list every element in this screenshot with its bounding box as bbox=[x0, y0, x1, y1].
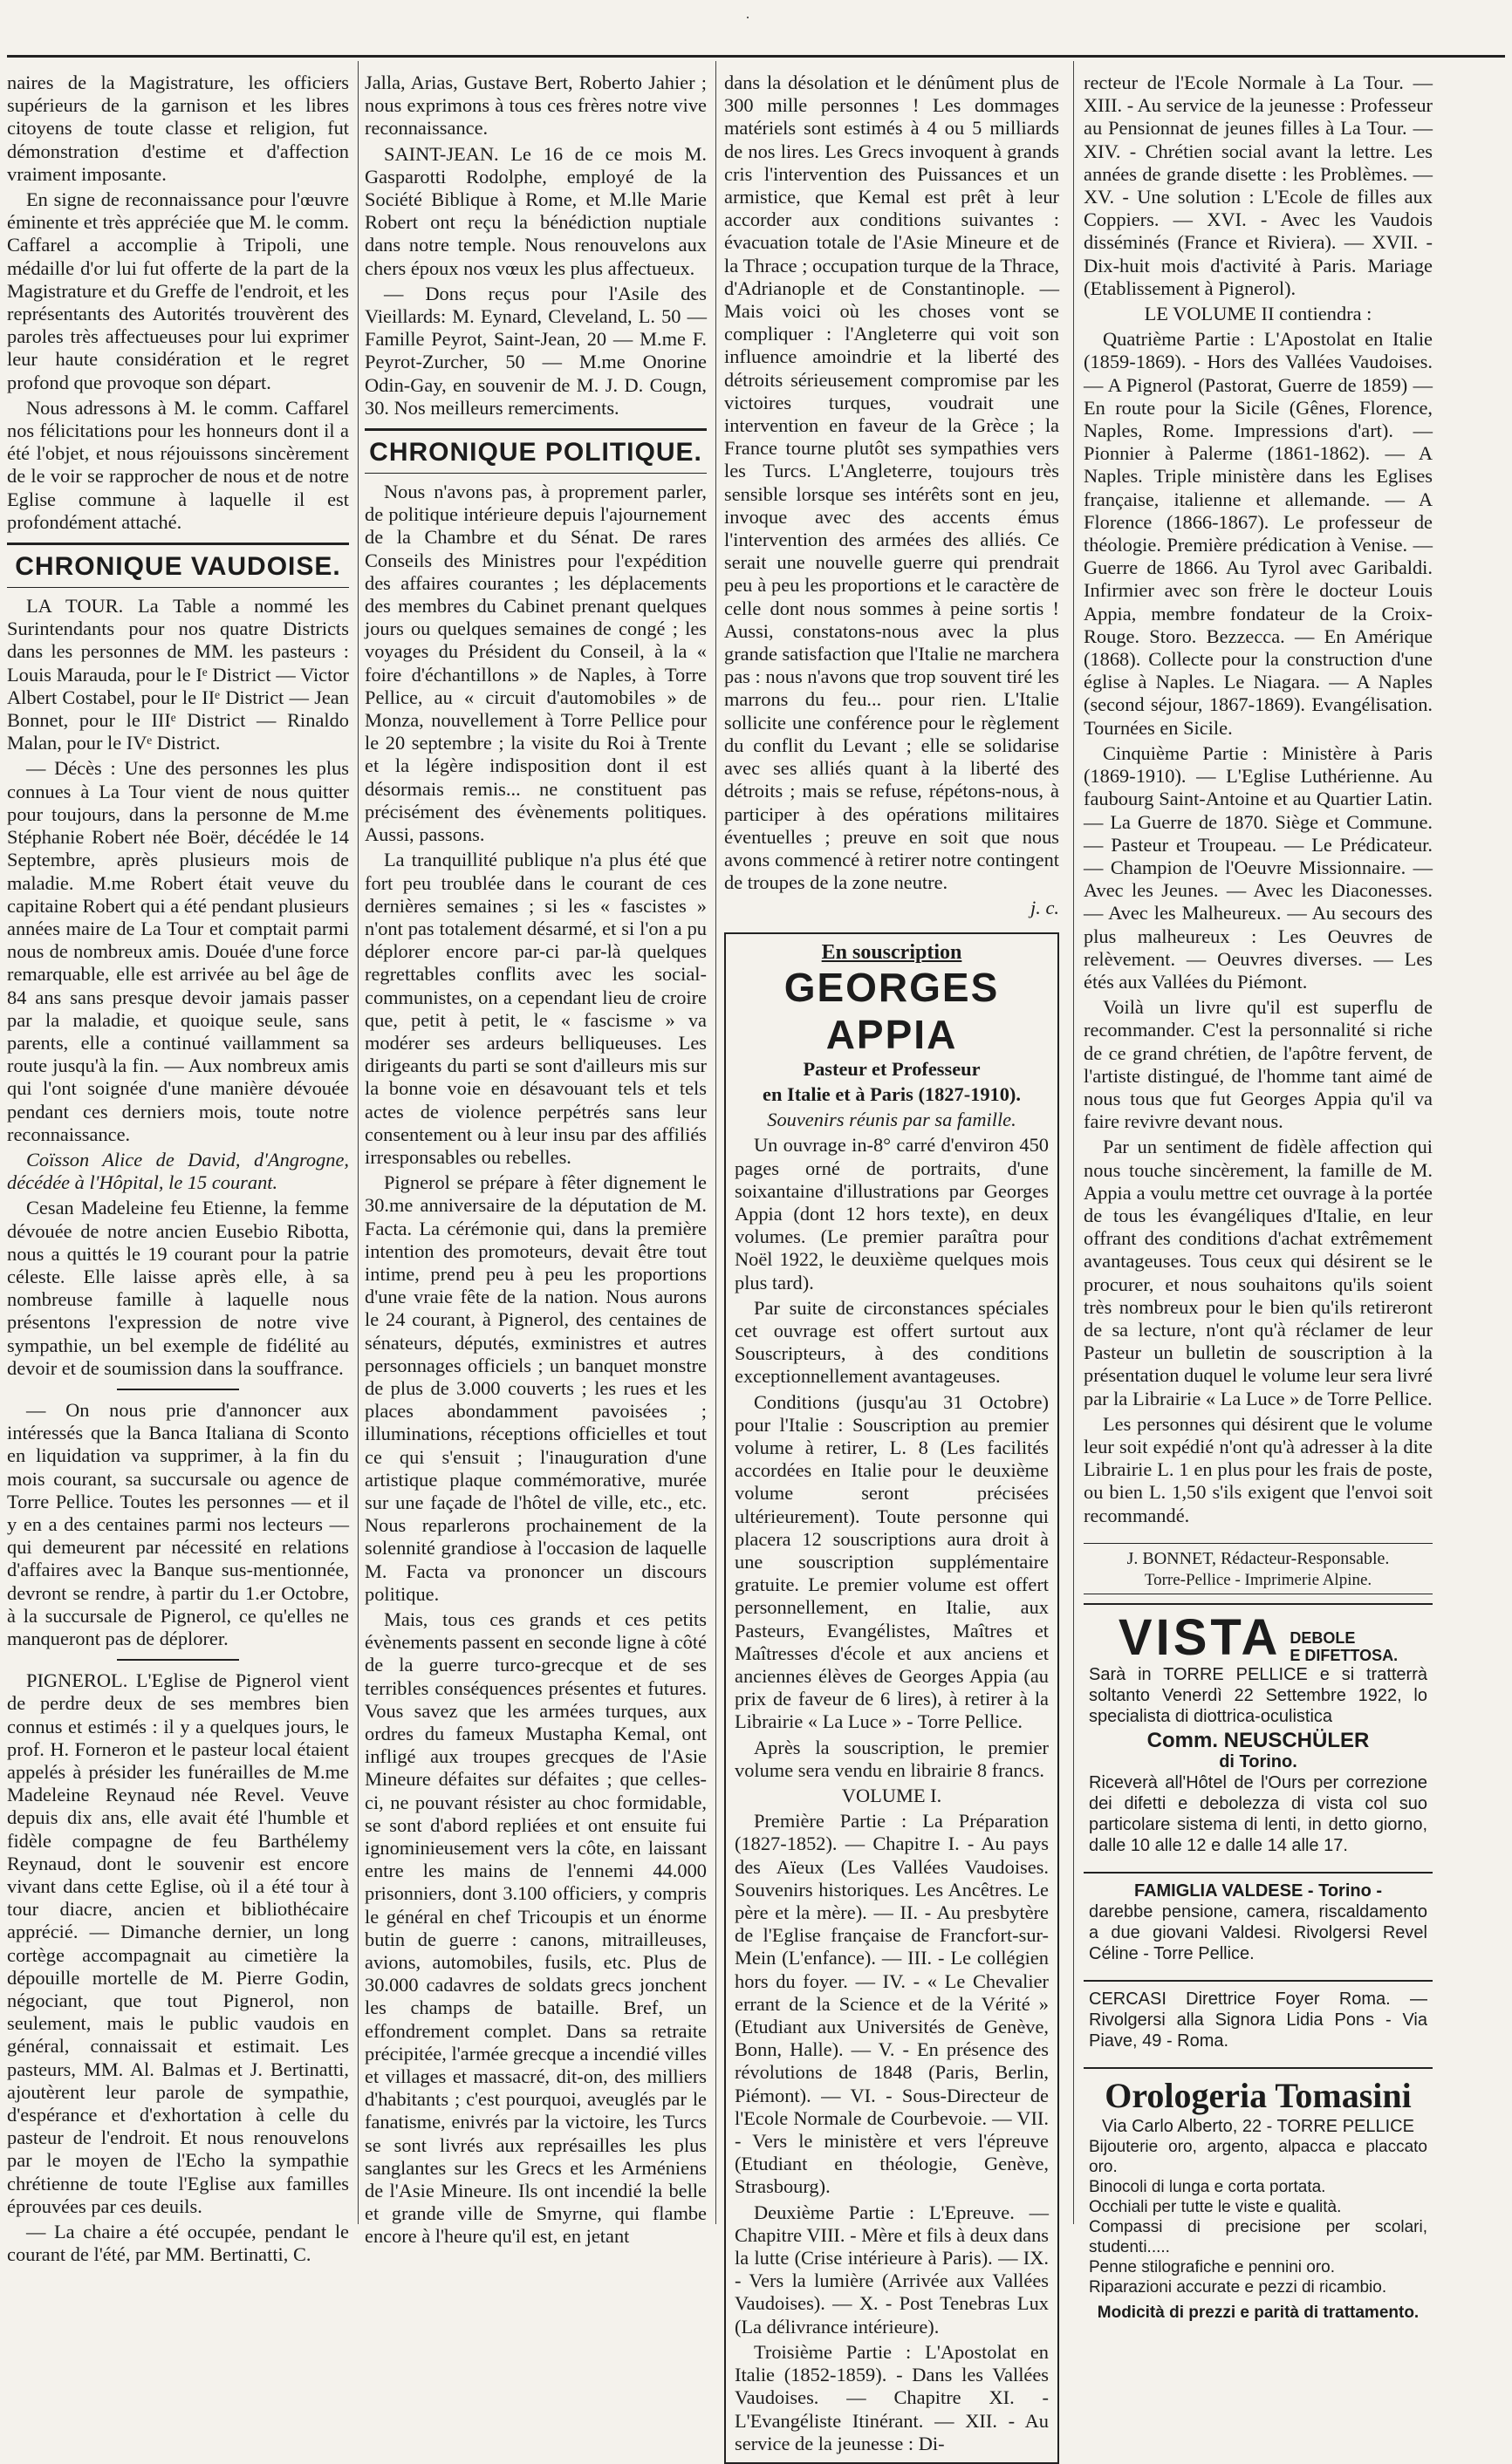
vista-text: Sarà in TORRE PELLICE e si tratterrà soltanto Venerdì 22 Settembre 1922, lo specialista di diottrica-oculistica bbox=[1089, 1665, 1427, 1726]
column-rule bbox=[715, 61, 716, 2224]
separator bbox=[117, 1389, 239, 1390]
paragraph: Coïsson Alice de David, d'Angrogne, décédée à l'Hôpital, le 15 courant. bbox=[7, 1148, 349, 1194]
page-folio: . bbox=[746, 7, 749, 22]
volume-heading: VOLUME I. bbox=[841, 1785, 942, 1807]
paragraph: — Dons reçus pour l'Asile des Vieillards: M. Eynard, Cleveland, L. 50 — Famille Peyrot, Saint-Jean, 20 — M.me F. Peyrot-Zurcher, 50 — M.me Onorine Odin-Gay, en souvenir de M. J. D. Cougn, 30. Nos meilleurs remerciments. bbox=[365, 282, 707, 419]
paragraph: Pignerol se prépare à fêter dignement le 30.me anniversaire de la députation de M. Facta. La cérémonie qui, dans la première intention des promoteurs, devait être tout intime, prend peu à peu les proportions d'une vraie fête de la nation. Nous aurons le 24 courant, à Pignerol, des centaines de sénateurs, députés, exministres et autres personnages officiels ; un banquet monstre de plus de 3.000 couverts ; les rues et les places abondamment pavoisées ; illuminations, réceptions officielles et tout ce qui s'ensuit ; l'inauguration d'une artistique plaque commémorative, murée sur une façade de l'hôtel de ville, etc., etc. Nous reparlerons prochainement de la solennité grandiose à l'occasion de laquelle M. Facta va prononcer un discours politique. bbox=[365, 1171, 707, 1605]
paragraph: En signe de reconnaissance pour l'œuvre éminente et très appréciée que M. le comm. Caffarel a accomplie à Tripoli, une médaille d'or lui fut offerte de la part de la Magistrature et du Greffe de l'endroit, et les représentants des Autorités trouvèrent des paroles très affectueuses pour lui exprimer leur haute considération et le regret profond que provoque son départ. bbox=[7, 188, 349, 393]
cercasi-text: CERCASI Direttrice Foyer Roma. — Rivolgersi alla Signora Lidia Pons - Via Piave, 49 - Roma. bbox=[1089, 1990, 1427, 2051]
famiglia-ad bbox=[1084, 1872, 1433, 1971]
paragraph: Par un sentiment de fidèle affection qui nous touche sincèrement, la famille de M. Appia a voulu mettre cet ouvrage à la portée de tous les évangéliques d'Italie, en leur offrant des conditions d'achat extrêmement avantageuses. Tous ceux qui désirent se le procurer, et nous souhaitons qu'ils soient très nombreux pour le bien qu'ils retireront de sa lecture, n'ont qu'à réclamer de leur Pasteur un bulletin de souscription à la présentation duquel le volume leur sera livré par la Librairie « La Luce » de Torre Pellice. bbox=[1084, 1136, 1433, 1409]
orologeria-line: Bijouterie oro, argento, alpacca e placcato oro. bbox=[1089, 2138, 1427, 2176]
section-heading-chronique-vaudoise: CHRONIQUE VAUDOISE. bbox=[7, 543, 349, 588]
orologeria-address: Via Carlo Alberto, 22 - TORRE PELLICE bbox=[1102, 2117, 1414, 2136]
editor-name: J. BONNET, Rédacteur-Responsable. bbox=[1126, 1548, 1390, 1568]
paragraph: LA TOUR. La Table a nommé les Surintendants pour nos quatre Districts dans les personnes de MM. les pasteurs : Louis Marauda, pour le Iᵉ District — Victor Albert Costabel, pour le IIᵉ District — Jean Bonnet, pour le IIIᵉ District — Rinaldo Malan, pour le IVᵉ District. bbox=[7, 595, 349, 754]
famiglia-text: darebbe pensione, camera, riscaldamento a due giovani Valdesi. Rivolgersi Revel Céline - Torre Pellice. bbox=[1089, 1902, 1427, 1963]
paragraph: La tranquillité publique n'a plus été que fort peu troublée dans le courant de ces dernières semaines ; si les « fascistes » n'ont pas totalement désarmé, et si l'on a pu déplorer encore par-ci par-là quelques regrettables conflits avec les social-communistes, on a cependant lieu de croire que, petit à petit, le « fascisme » va modérer ses ardeurs belliqueuses. Les dirigeants du parti se sont d'ailleurs mis sur la bonne voie en désavouant tels et tels actes de violence perpétrés sans leur consentement ou à leur insu par des affiliés irresponsables ou rebelles. bbox=[365, 849, 707, 1168]
volume-heading: LE VOLUME II contiendra : bbox=[1144, 303, 1372, 325]
column-rule bbox=[1073, 61, 1074, 2224]
orologeria-line: Occhiali per tutte le viste e qualità. bbox=[1089, 2198, 1342, 2216]
paragraph: Nous n'avons pas, à proprement parler, de politique intérieure depuis l'ajournement de la Chambre et du Sénat. De rares Conseils des Ministres pour l'expédition des affaires courantes ; les déplacements des membres du Cabinet prenant quelques jours ou quelques semaines de congé ; les voyages du Président du Conseil, à la « foire d'échantillons » de Naples, à Torre Pellice, au « circuit d'automobiles » de Monza, nouvellement à Torre Pellice pour le 20 septembre ; la visite du Roi à Trente et la légère indisposition dont il est désormais remis... ne constituent pas précisément des évènements politiques. Aussi, passons. bbox=[365, 481, 707, 846]
paragraph: — La chaire a été occupée, pendant le courant de l'été, par MM. Bertinatti, C. bbox=[7, 2221, 349, 2266]
editor-line bbox=[1084, 1543, 1433, 1594]
vista-title: VISTA bbox=[1118, 1609, 1282, 1666]
vista-city: di Torino. bbox=[1219, 1752, 1297, 1771]
printer-name: Torre-Pellice - Imprimerie Alpine. bbox=[1144, 1571, 1372, 1589]
paragraph: Deuxième Partie : L'Epreuve. — Chapitre VIII. - Mère et fils à deux dans la lutte (Crise intérieure à Paris). — IX. - Vers la lumière (Arrivée aux Vallées Vaudoises). — X. - Post Tenebras Lux (La délivrance intérieure). bbox=[735, 2201, 1049, 2338]
paragraph: Les personnes qui désirent que le volume leur soit expédié n'ont qu'à adresser à la dite Librairie L. 1 en plus pour les frais de poste, ou bien L. 1,50 s'ils exigent que l'envoi soit recommandé. bbox=[1084, 1412, 1433, 1526]
orologeria-ad bbox=[1084, 2067, 1433, 2330]
separator bbox=[117, 1659, 239, 1661]
orologeria-line: Compassi di precisione per scolari, studenti..... bbox=[1089, 2218, 1427, 2256]
paragraph: Après la souscription, le premier volume sera vendu en librairie 8 francs. bbox=[735, 1736, 1049, 1781]
column-2 bbox=[365, 72, 707, 2248]
cercasi-ad bbox=[1084, 1980, 1433, 2058]
paragraph: Par suite de circonstances spéciales cet ouvrage est offert surtout aux Souscripteurs, à des conditions exceptionnellement avantageuses. bbox=[735, 1296, 1049, 1388]
ad-subtitle: Souvenirs réunis par sa famille. bbox=[767, 1109, 1016, 1131]
paragraph: dans la désolation et le dénûment plus de 300 mille personnes ! Les dommages matériels sont estimés à 4 ou 5 milliards de nos lires. Les Grecs invoquent à grands cris l'intervention des Puissances et un armistice, que Kemal est prêt à leur accorder aux conditions suivantes : évacuation totale de l'Asie Mineure et de la Thrace ; occupation turque de la Thrace, d'Adrianople et de Constantinople. — Mais voici où les choses vont se compliquer : l'Angleterre qui voit son influence amoindrie et la liberté des détroits sérieusement compromise par les victoires turques, voudrait une intervention en faveur de la Grèce ; la France tourne plutôt ses sympathies vers les Turcs. L'Angleterre, toujours très sensible lorsque ses intérêts sont en jeu, invoque avec des accents émus l'intervention des armées des alliés. Ce serait une nouvelle guerre qui prendrait peu à peu les proportions et le caractère de celle dont nous sommes à peine sortis ! Aussi, constatons-nous avec la plus grande satisfaction que l'Italie ne marchera pas : nous n'avons que trop souvent tiré les marrons du feu... pour rien. L'Italie sollicite une conférence pour le règlement du conflit du Levant ; elle se solidarise avec ses alliés quant à la liberté des détroits ; mais se refuse, répétons-nous, à participer à des opérations militaires éventuelles ; preuve en soit que nous avons commencé à retirer notre contingent de troupes de la zone neutre. bbox=[724, 72, 1059, 894]
vista-text: Riceverà all'Hôtel de l'Ours per correzione dei difetti e debolezza di vista col suo particolare sistema di lenti, in detto giorno, dalle 10 alle 12 e dalle 14 alle 17. bbox=[1089, 1773, 1427, 1855]
subscription-ad bbox=[724, 932, 1059, 2464]
orologeria-footer: Modicità di prezzi e parità di trattamento. bbox=[1097, 2304, 1420, 2322]
paragraph: recteur de l'Ecole Normale à La Tour. — XIII. - Au service de la jeunesse : Professeur au Pensionnat de jeunes filles à La Tour. — XIV. - Chrétien social avant la lettre. Les années de grande disette : les Problèmes. — XV. - Une solution : L'Ecole de filles aux Coppiers. — XVI. - Avec les Vaudois disséminés (France et Riviera). — XVII. - Dix-huit mois d'activité à Paris. Mariage (Etablissement à Pignerol). bbox=[1084, 72, 1433, 299]
column-rule bbox=[358, 61, 359, 2224]
paragraph: Mais, tous ces grands et ces petits évènements passent en seconde ligne à côté de la guerre turco-grecque et de ses terribles conséquences présentes et futures. Vous savez que les armées turques, aux ordres du fameux Mustapha Kemal, ont infligé aux troupes grecques de l'Asie Mineure défaites sur défaites ; que celles-ci, ne pouvant résister au choc formidable, se sont d'abord repliées et ont ensuite fui ignominieusement vers la côte, en laissant entre les mains de l'ennemi 44.000 prisonniers, dont 3.100 officiers, y compris le général en chef Tricoupis et un énorme butin de guerre : canons, mitrailleuses, avions, automobiles, fusils, etc. Plus de 30.000 cadavres de soldats grecs jonchent les champs de bataille. Bref, un effondrement complet. Dans sa retraite précipitée, l'armée grecque a incendié villes et villages et massacré, dit-on, des milliers d'habitants ; c'est pourquoi, aveuglés par le fanatisme, enivrés par la victoire, les Turcs se sont livrés aux représailles les plus sanglantes sur les Grecs et les Arméniens de l'Asie Mineure. Ils ont incendié la belle et grande ville de Smyrne, qui flambe encore à l'heure qu'il est, en jetant bbox=[365, 1608, 707, 2248]
ad-subtitle: en Italie et à Paris (1827-1910). bbox=[763, 1082, 1021, 1105]
orologeria-title: Orologeria Tomasini bbox=[1105, 2076, 1412, 2115]
column-4 bbox=[1084, 72, 1433, 2322]
paragraph: Nous adressons à M. le comm. Caffarel nos félicitations pour les honneurs dont il a été l'objet, et nous réjouissons sincèrement de le voir se rapprocher de nous et de notre Eglise commune à laquelle il est profondément attaché. bbox=[7, 396, 349, 533]
paragraph: — On nous prie d'annoncer aux intéressés que la Banca Italiana di Sconto en liquidation va supprimer, à la fin du mois courant, sa succursale ou agence de Torre Pellice. Toutes les personnes — et il y en a des centaines parmi nos lecteurs — qui demeurent par nécessité en relations d'affaires avec la Banque sus-mentionnée, devront se rendre, à partir du 1.er Octobre, à la succursale de Pignerol, ce qu'elles ne manqueront pas de déplorer. bbox=[7, 1398, 349, 1649]
column-1 bbox=[7, 72, 349, 2266]
signature: j. c. bbox=[1030, 897, 1059, 919]
vista-side-text: DEBOLE bbox=[1290, 1629, 1356, 1647]
vista-ad bbox=[1084, 1603, 1433, 1863]
orologeria-line: Penne stilografiche e pennini oro. bbox=[1089, 2258, 1336, 2276]
paragraph: Un ouvrage in-8° carré d'environ 450 pages orné de portraits, d'une soixantaine d'illustrations par Georges Appia (dont 12 hors texte), en deux volumes. (Le premier paraîtra pour Noël 1922, le deuxième quelques mois plus tard). bbox=[735, 1134, 1049, 1293]
famiglia-title: FAMIGLIA VALDESE - Torino - bbox=[1133, 1881, 1383, 1901]
paragraph: Cesan Madeleine feu Etienne, la femme dévouée de notre ancien Eusebio Ribotta, nous a quittés le 19 courant pour la patrie céleste. Elle laisse après elle, à sa nombreuse famille à laquelle nous présentons l'expression de notre vive sympathie, un bel exemple de fidélité au devoir et de soumission dans la souffrance. bbox=[7, 1197, 349, 1379]
paragraph: Troisième Partie : L'Apostolat en Italie (1852-1859). - Dans les Vallées Vaudoises. — Chapitre XI. - L'Evangéliste Itinérant. — XII. - Au service de la jeunesse : Di- bbox=[735, 2340, 1049, 2454]
paragraph: Conditions (jusqu'au 31 Octobre) pour l'Italie : Souscription au premier volume à retirer, L. 8 (Les facilités accordées en Italie pour le deuxième volume seront précisées ultérieurement). Toute personne qui placera 12 souscriptions aura droit à une souscription supplémentaire gratuite. Le premier volume est offert personnellement, en Italie, aux Pasteurs, Evangélistes, Maîtres et Maîtresses d'école et aux anciens et anciennes élèves de Georges Appia (au prix de faveur de 6 lires), à retirer à la Librairie « La Luce » - Torre Pellice. bbox=[735, 1390, 1049, 1733]
paragraph: Première Partie : La Préparation (1827-1852). — Chapitre I. - Au pays des Aïeux (Les Vallées Vaudoises. Souvenirs historiques. Les Ancêtres. Le père et la mère). — II. - Au presbytère de l'Eglise française de Francfort-sur-Mein (L'enfance). — III. - Le collégien hors du foyer. — IV. - « Le Chevalier errant de la Science et de la Vérité » (Etudiant aux Universités de Genève, Bonn, Halle). — V. - En présence des révolutions de 1848 (Paris, Berlin, Piémont). — VI. - Sous-Directeur de l'Ecole Normale de Courbevoie. — VII. - Vers le ministère et vers l'épreuve (Etudiant en théologie, Genève, Strasbourg). bbox=[735, 1810, 1049, 2198]
column-3 bbox=[724, 72, 1059, 2454]
paragraph: SAINT-JEAN. Le 16 de ce mois M. Gasparotti Rodolphe, employé de la Société Biblique à Rome, et M.lle Marie Robert ont reçu la bénédiction nuptiale dans notre temple. Nous renouvelons aux chers époux nos vœux les plus affectueux. bbox=[365, 142, 707, 279]
ad-title: GEORGES APPIA bbox=[783, 964, 1000, 1057]
ad-tag: En souscription bbox=[821, 940, 962, 964]
section-heading-chronique-politique: CHRONIQUE POLITIQUE. bbox=[365, 428, 707, 474]
vista-side-text: E DIFETTOSA. bbox=[1290, 1647, 1399, 1664]
paragraph: — Décès : Une des personnes les plus connues à La Tour vient de nous quitter pour toujours, dans la personne de M.me Stéphanie Robert née Boër, décédée le 14 Septembre, après plusieurs mois de maladie. M.me Robert était veuve du capitaine Robert qui a été pendant plusieurs années maire de La Tour et comptait parmi nous de nombreux amis. Douée d'une force remarquable, elle est arrivée au bel âge de 84 ans sans presque devoir jamais passer par la maladie, et quoique seule, sans parents, elle a continué vaillamment sa route jusqu'à la fin. — Aux nombreux amis qui l'ont soignée d'une manière dévouée pendant ces derniers mois, toute notre reconnaissance. bbox=[7, 757, 349, 1145]
paragraph: naires de la Magistrature, les officiers supérieurs de la garnison et les libres citoyens de toute classe et religion, fut démonstration d'estime et d'affection vraiment imposante. bbox=[7, 72, 349, 185]
vista-name: Comm. NEUSCHÜLER bbox=[1146, 1729, 1370, 1752]
ad-subtitle: Pasteur et Professeur bbox=[803, 1057, 981, 1080]
orologeria-line: Riparazioni accurate e pezzi di ricambio. bbox=[1089, 2278, 1387, 2297]
paragraph: Cinquième Partie : Ministère à Paris (1869-1910). — L'Eglise Luthérienne. Au faubourg Saint-Antoine et au Quartier Latin. — La Guerre de 1870. Siège et Commune. — Pasteur et Troupeau. — Le Prédicateur. — Champion de l'Oeuvre Missionnaire. — Avec les Jeunes. — Avec les Diaconesses. — Avec les Malheureux. — Au secours des plus malheureux : Les Oeuvres de relèvement. — Oeuvres diverses. — Les étés aux Vallées du Piémont. bbox=[1084, 741, 1433, 993]
paragraph: PIGNEROL. L'Eglise de Pignerol vient de perdre deux de ses membres bien connus et estimés : il y a quelques jours, le prof. H. Forneron et le pasteur local étaient appelés à présider les funérailles de M.me Madeleine Reynaud née Revel. Veuve depuis dix ans, elle avait été l'humble et fidèle compagne de feu Barthélemy Reynaud, dont le souvenir est encore vivant dans cette Eglise, où il a été tour à tour diacre, ancien et bibliothécaire apprécié. — Dimanche dernier, un long cortège accompagnait au cimetière la dépouille mortelle de M. Pierre Godin, négociant, que tout Pignerol, non seulement, mais le public vaudois en général, connaissait et estimait. Les pasteurs, MM. Al. Balmas et J. Bertinatti, ajoutèrent leur parole de sympathie, d'espérance et d'exhortation à celle du pasteur de l'endroit. Et nous renouvelons par le moyen de l'Echo la sympathie chrétienne de toute l'Eglise aux familles éprouvées par ces deuils. bbox=[7, 1669, 349, 2217]
paragraph: Voilà un livre qu'il est superflu de recommander. C'est la personnalité si riche de ce grand chrétien, de l'apôtre fervent, de l'artiste distingué, de l'homme tant aimé de nous tous que fut Georges Appia qu'il va faire revivre devant nous. bbox=[1084, 996, 1433, 1133]
top-rule bbox=[7, 55, 1505, 58]
paragraph: Jalla, Arias, Gustave Bert, Roberto Jahier ; nous exprimons à tous ces frères notre vive reconnaissance. bbox=[365, 72, 707, 140]
orologeria-line: Binocoli di lunga e corta portata. bbox=[1089, 2178, 1326, 2196]
paragraph: Quatrième Partie : L'Apostolat en Italie (1859-1869). - Hors des Vallées Vaudoises. — A Pignerol (Pastorat, Guerre de 1859) — En route pour la Sicile (Gênes, Florence, Naples, Rome. Impressions d'art). — Pionnier à Palerme (1861-1862). — A Naples. Triple ministère dans les Eglises française, italienne et allemande. — A Florence (1866-1867). Le professeur de théologie. Première prédication à Venise. — Guerre de 1866. Au Tyrol avec Garibaldi. Infirmier avec son frère le docteur Louis Appia, membre fondateur de la Croix-Rouge. Storo. Bezzecca. — En Amérique (1868). Collecte pour la construction d'une église à Naples. Le Niagara. — A Naples (second séjour, 1867-1869). Evangélisation. Tournées en Sicile. bbox=[1084, 328, 1433, 739]
